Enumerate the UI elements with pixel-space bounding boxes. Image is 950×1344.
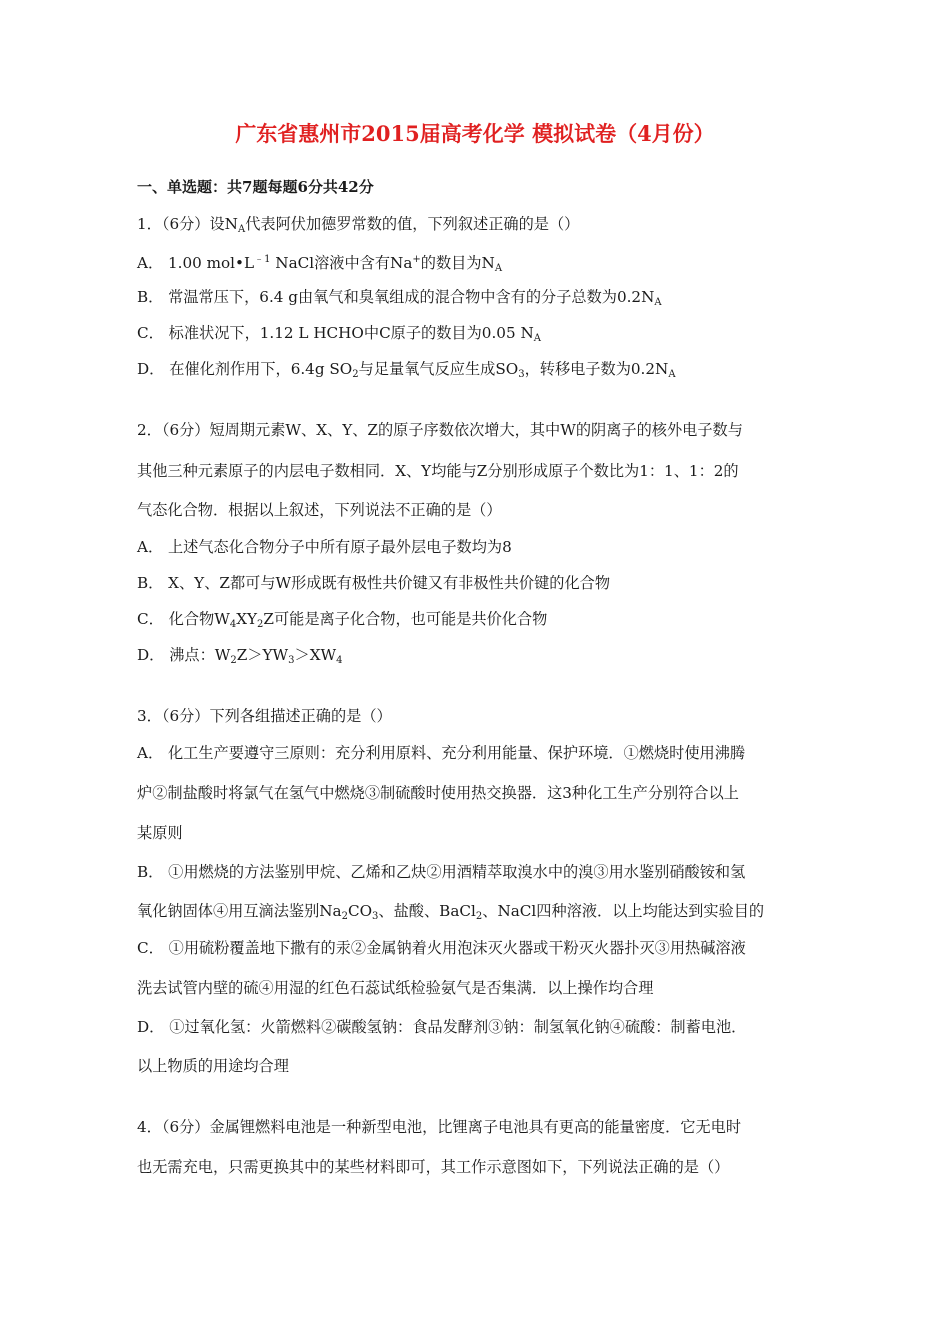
question-3-option-d-line-2: 以上物质的用途均合理	[137, 1057, 289, 1075]
question-1-option-b: B． 常温常压下，6.4 g由氧气和臭氧组成的混合物中含有的分子总数为$0.2N_A$	[137, 288, 662, 308]
question-3-stem: 3．（6分）下列各组描述正确的是（）	[137, 707, 392, 725]
page-title: 广东省惠州市2015届高考化学 模拟试卷（4月份）	[235, 121, 715, 146]
question-1-option-d: D． 在催化剂作用下，6.4g $SO_2$与足量氧气反应生成$SO_3$，转移电子数为$0.2N_A$	[137, 360, 676, 380]
question-1-stem: 1．（6分）设$N_A$代表阿伏加德罗常数的值，下列叙述正确的是（）	[137, 215, 580, 235]
question-2-stem-line-1: 2．（6分）短周期元素W、X、Y、Z的原子序数依次增大，其中W的阴离子的核外电子数与	[137, 421, 743, 439]
question-2-option-c: C． 化合物$W_4XY_2Z$可能是离子化合物，也可能是共价化合物	[137, 610, 548, 630]
question-4-stem-line-1: 4．（6分）金属锂燃料电池是一种新型电池，比锂离子电池具有更高的能量密度．它无电时	[137, 1118, 742, 1136]
question-2-option-d: D． 沸点：$W_2Z>YW_3>XW_4$	[137, 646, 343, 666]
question-1-option-a: A． 1.00 $mol•L^{﹣1}$ NaCl溶液中含有Na+的数目为$N_A$	[137, 254, 503, 274]
question-3-option-a-line-3: 某原则	[137, 824, 183, 842]
question-3-option-b-line-2: 氧化钠固体④用互滴法鉴别$Na_2CO_3$、盐酸、BaCl$_2$、NaCl四种溶液．以上均能达到实验目的	[137, 902, 765, 922]
question-2-option-b: B． X、Y、Z都可与W形成既有极性共价键又有非极性共价键的化合物	[137, 574, 611, 592]
question-3-option-b-line-1: B． ①用燃烧的方法鉴别甲烷、乙烯和乙炔②用酒精萃取溴水中的溴③用水鉴别硝酸铵和氢	[137, 863, 746, 881]
question-4-stem-line-2: 也无需充电，只需更换其中的某些材料即可，其工作示意图如下，下列说法正确的是（）	[137, 1158, 730, 1176]
question-1-option-c: C． 标准状况下，1.12 L HCHO中C原子的数目为0.05 $N_A$	[137, 324, 541, 344]
question-3-option-c-line-2: 洗去试管内壁的硫④用湿的红色石蕊试纸检验氨气是否集满．以上操作均合理	[137, 979, 654, 997]
question-2-stem-line-2: 其他三种元素原子的内层电子数相同．X、Y均能与Z分别形成原子个数比为1：1、1：2的	[137, 462, 739, 480]
question-3-option-a-line-2: 炉②制盐酸时将氯气在氢气中燃烧③制硫酸时使用热交换器．这3种化工生产分别符合以上	[137, 784, 739, 802]
question-3-option-d-line-1: D． ①过氧化氢：火箭燃料②碳酸氢钠：食品发酵剂③钠：制氢氧化钠④硫酸：制蓄电池．	[137, 1018, 747, 1036]
section-heading: 一、单选题：共7题每题6分共42分	[137, 178, 374, 196]
question-2-stem-line-3: 气态化合物．根据以上叙述，下列说法不正确的是（）	[137, 501, 502, 519]
question-3-option-c-line-1: C． ①用硫粉覆盖地下撒有的汞②金属钠着火用泡沫灭火器或干粉灭火器扑灭③用热碱溶液	[137, 939, 746, 957]
question-3-option-a-line-1: A． 化工生产要遵守三原则：充分利用原料、充分利用能量、保护环境．①燃烧时使用沸腾	[137, 744, 746, 762]
question-2-option-a: A． 上述气态化合物分子中所有原子最外层电子数均为8	[137, 538, 512, 556]
